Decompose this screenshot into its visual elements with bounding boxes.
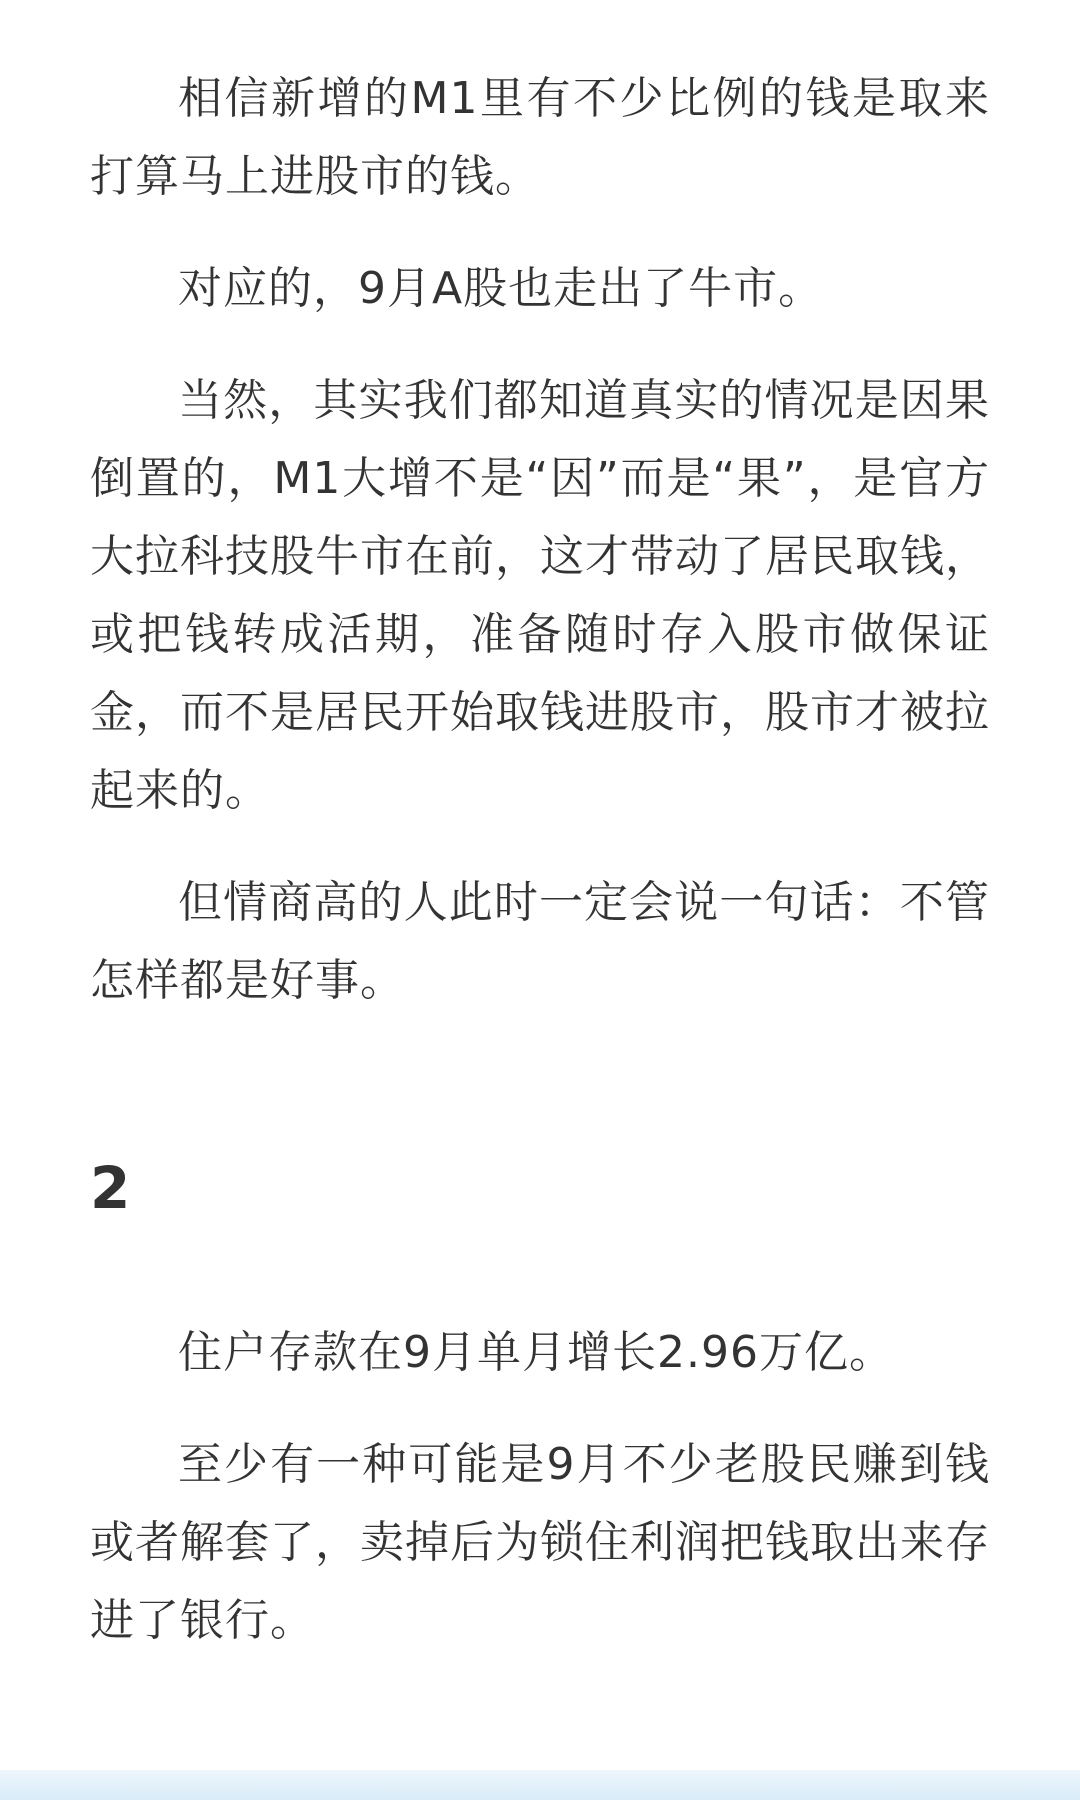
paragraph: 对应的，9月A股也走出了牛市。: [178, 263, 824, 314]
bottom-band: [0, 1770, 1080, 1800]
paragraph: 住户存款在9月单月增长2.96万亿。: [178, 1327, 894, 1378]
section-number: 2: [90, 1154, 131, 1222]
paragraph: 但情商高的人此时一定会说一句话：不管怎样都是好事。: [90, 877, 990, 1006]
paragraph: 至少有一种可能是9月不少老股民赚到钱或者解套了，卖掉后为锁住利润把钱取出来存进了银行。: [90, 1439, 990, 1646]
paragraph: 相信新增的M1里有不少比例的钱是取来打算马上进股市的钱。: [90, 73, 990, 202]
paragraph: 当然，其实我们都知道真实的情况是因果倒置的，M1大增不是“因”而是“果”，是官方大拉科技股牛市在前，这才带动了居民取钱，或把钱转成活期，准备随时存入股市做保证金，而不是居民开始取钱进股市，股市才被拉起来的。: [90, 375, 990, 816]
